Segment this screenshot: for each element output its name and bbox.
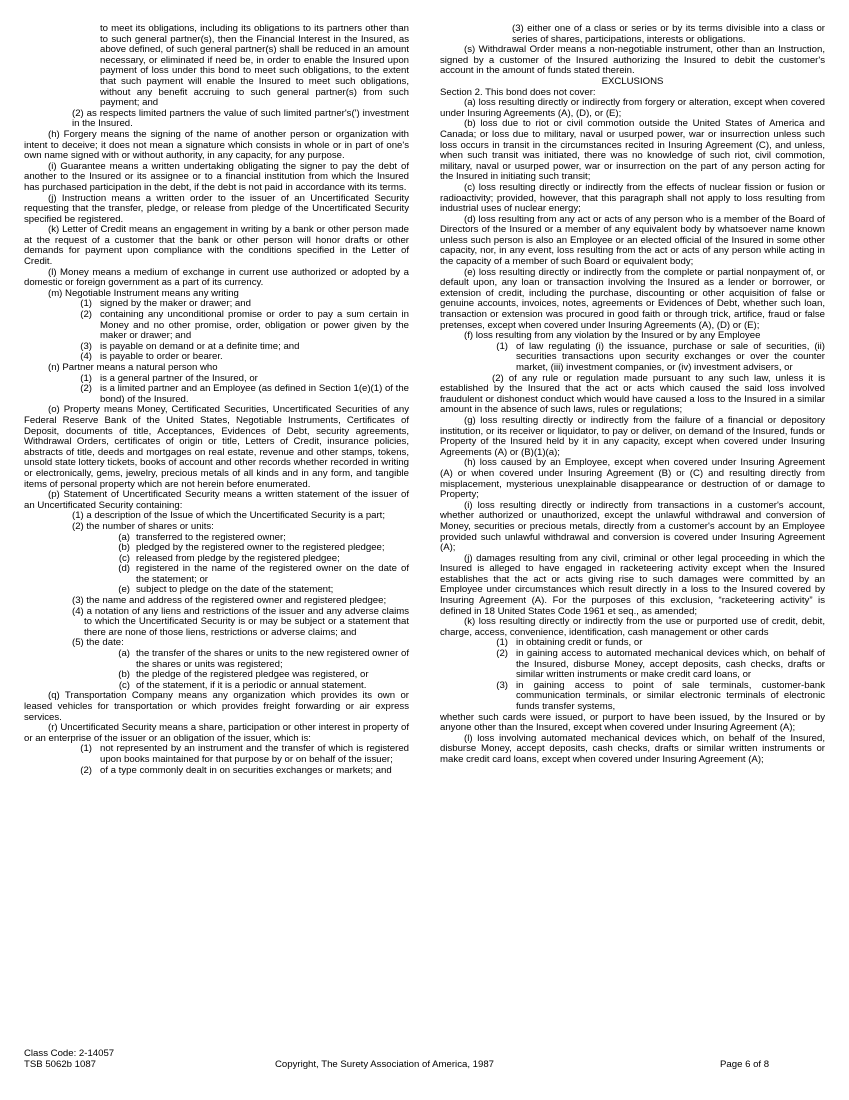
class-code: Class Code: 2-14057 <box>24 1048 115 1059</box>
list-item <box>24 352 409 363</box>
list-item-number: (1) <box>80 743 92 755</box>
uncertificated-item-3: (3) either one of a class or series or by its terms divisible into a class or series of shares, participations, interests or obligations. <box>512 23 825 45</box>
exclusion-k: (k) loss resulting directly or indirectly from the use or purported use of credit, debit, charge, access, convenience, identification, cash management or other cards <box>440 616 825 638</box>
tsb-number: TSB 5062b 1087 <box>24 1059 97 1070</box>
partner-list <box>24 374 409 406</box>
definition-h-forgery: (h) Forgery means the signing of the name of another person or organization with intent to deceive; it does not mean a signature which consists in whole or in part of one's own name signed with or without authority, in any capacity, for any purpose. <box>24 128 409 162</box>
list-item-number: (3) <box>80 340 92 352</box>
list-item <box>24 649 409 670</box>
list-item-number: (2) <box>80 383 92 395</box>
definition-i-guarantee: (i) Guarantee means a written undertaking obligating the signer to pay the debt of another to the Insured or its assignee or to a financial institution from which the Insured has purchased participation in the debt, if the debt is not paid in accordance with its terms. <box>24 160 409 193</box>
statement-shares-list <box>24 533 409 597</box>
list-item-text: of the statement, if it is a periodic or annual statement. <box>136 679 367 691</box>
list-item-number: (3) <box>496 679 508 691</box>
list-item-text: the pledge of the registered pledgee was registered, or <box>136 669 369 681</box>
list-item-number: (b) <box>118 542 130 554</box>
exclusion-d: (d) loss resulting from any act or acts of any person who is a member of the Board of Directors of the Insured or a member of any equivalent body by whatsoever name known unless such person is also an Employee or an elected official of the Insured in some other capacity, nor, in any event, loss resulting from the act or acts of any person while acting in the capacity of a member of such Board or equivalent body; <box>440 213 825 268</box>
exclusion-i: (i) loss resulting directly or indirectly from transactions in a customer's account, whether authorized or unauthorized, except the unlawful withdrawal and conversion of Money, securities or precious metals, directly from a customer's account by an Employee provided such unlawful withdrawal and conversion is covered under Insuring Agreement (A); <box>440 499 825 554</box>
list-item <box>24 681 409 692</box>
statement-item-1: (1) a description of the Issue of which the Uncertificated Security is a part; <box>72 510 386 522</box>
exclusion-c: (c) loss resulting directly or indirectly from the effects of nuclear fission or fusion or radioactivity; provided, however, that this paragraph shall not apply to loss resulting from industrial uses of nuclear energy; <box>440 181 825 215</box>
list-item-text: is payable to order or bearer. <box>100 351 223 363</box>
statement-item-5: (5) the date: <box>72 637 124 649</box>
list-item-number: (2) <box>80 764 92 776</box>
negotiable-instrument-list <box>24 299 409 363</box>
list-item-number: (1) <box>80 298 92 310</box>
exclusion-g: (g) loss resulting directly or indirectly from the failure of a financial or depository institution, or its receiver or liquidator, to pay or deliver, on demand of the Insured, funds or Property of the Insured held by it in any capacity, except when covered under Insuring Agreements (A) or (B)(1)(a); <box>440 414 825 458</box>
list-item-text: registered in the name of the registered owner on the date of the statement; or <box>136 563 409 585</box>
exclusion-f-list <box>440 342 825 374</box>
statement-date-list <box>24 649 409 691</box>
right-column <box>440 24 825 766</box>
list-item-number: (b) <box>118 669 130 681</box>
list-item-text: in obtaining credit or funds, or <box>516 637 643 649</box>
footer-copyright: Copyright, The Surety Association of America, 1987 <box>275 1059 494 1070</box>
list-item <box>24 310 409 342</box>
definition-s-withdrawal-order: (s) Withdrawal Order means a non-negotiable instrument, other than an Instruction, signed by a customer of the Insured authorizing the Insured to debit the customer's account in the amount of funds stated therein. <box>440 44 825 77</box>
footer-class-code <box>24 1048 114 1070</box>
list-item-text: of law regulating (i) the issuance, purchase or sale of securities, (ii) securities transactions upon security exchanges or over the counter market, (iii) investment companies, or (iv) investment advisers, or <box>516 340 825 373</box>
left-column <box>24 24 409 776</box>
list-item-number: (e) <box>118 584 130 596</box>
list-item-number: (d) <box>118 563 130 575</box>
list-item-text: released from pledge by the registered pledgee; <box>136 552 340 564</box>
list-item-text: of a type commonly dealt in on securities exchanges or markets; and <box>100 764 392 776</box>
statement-item-4: (4) a notation of any liens and restrictions of the issuer and any adverse claims to which the Uncertificated Security is or may be subject or a statement that there are none of those liens, restrictions or adverse claims; and <box>72 605 409 638</box>
list-item-text: subject to pledge on the date of the statement; <box>136 584 334 596</box>
exclusion-l: (l) loss involving automated mechanical devices which, on behalf of the Insured, disburse Money, accept deposits, cash checks, drafts or similar written instruments or make credit card loans, except when covered under Insuring Agreement (A); <box>440 732 825 765</box>
exclusion-j: (j) damages resulting from any civil, criminal or other legal proceeding in which the Insured is alleged to have engaged in racketeering activity except when the Insured establishes that the act or acts giving rise to such damages were committed by an Employee under circumstances which result directly in a loss to the Insured covered by Insuring Agreement (A). For the purposes of this exclusion, “racketeering activity” is defined in 18 United States Code 1961 et seq., as amended; <box>440 552 825 617</box>
section-2-intro: Section 2. This bond does not cover: <box>440 86 596 98</box>
list-item <box>440 342 825 374</box>
list-item-number: (c) <box>118 679 130 691</box>
list-item-number: (2) <box>496 648 508 660</box>
list-item <box>24 744 409 765</box>
list-item-number: (1) <box>496 637 508 649</box>
list-item-text: in gaining access to automated mechanical devices which, on behalf of the Insured, disburse Money, accept deposits, cash checks, drafts or similar written instruments or make credit card loans, or <box>516 648 825 681</box>
list-item-text: in gaining access to point of sale terminals, customer-bank communication terminals, or similar electronic terminals of electronic funds transfer systems, <box>516 679 825 712</box>
footer-page-number: Page 6 of 8 <box>720 1059 770 1070</box>
exclusion-f-2: (2) of any rule or regulation made pursuant to any such law, unless it is established by the Insured that the act or acts which caused the said loss involved fraudulent or dishonest conduct which would have caused a loss to the Insured in a similar amount in the absence of such laws, rules or regulations; <box>440 372 825 416</box>
list-item-number: (4) <box>80 351 92 363</box>
definition-k-letter-of-credit: (k) Letter of Credit means an engagement in writing by a bank or other person made at the request of a customer that the bank or other person will honor drafts or other demands for payment upon compliance with the conditions specified in the Letter of Credit. <box>24 224 409 268</box>
list-item <box>440 649 825 681</box>
exclusion-h: (h) loss caused by an Employee, except when covered under Insuring Agreement (A) or when covered under Insuring Agreement (B) or (C) and resulting directly from misplacement, mysterious unexplainable disappearance or destruction of or damage to Property; <box>440 457 825 501</box>
list-item-text: signed by the maker or drawer; and <box>100 298 251 310</box>
list-item-text: is payable on demand or at a definite time; and <box>100 340 300 352</box>
list-item-text: not represented by an instrument and the transfer of which is registered upon books maintained for that purpose by or on behalf of the issuer; <box>100 743 409 765</box>
list-item <box>24 585 409 596</box>
definition-q-transportation: (q) Transportation Company means any organization which provides its own or leased vehicles for transportation or which provides freight forwarding or air express services. <box>24 690 409 723</box>
uncertificated-list <box>24 744 409 776</box>
definition-r-uncertificated: (r) Uncertificated Security means a share, participation or other interest in property of or an enterprise of the issuer or an obligation of the issuer, which is: <box>24 722 409 744</box>
list-item-number: (2) <box>80 309 92 321</box>
list-item-text: transferred to the registered owner; <box>136 531 286 543</box>
exclusions-heading: EXCLUSIONS <box>601 75 664 87</box>
definition-m-negotiable-instrument: (m) Negotiable Instrument means any writing <box>48 287 239 299</box>
list-item <box>24 564 409 585</box>
list-item-number: (1) <box>496 340 508 352</box>
list-item <box>440 681 825 713</box>
definition-n-partner: (n) Partner means a natural person who <box>48 362 218 373</box>
list-item-text: is a limited partner and an Employee (as defined in Section 1(e)(1) of the bond) of the Insured. <box>100 383 409 405</box>
list-item-text: the transfer of the shares or units to the new registered owner of the shares or units was registered; <box>136 648 409 670</box>
list-item-text: pledged by the registered owner to the registered pledgee; <box>136 542 385 554</box>
list-item-number: (c) <box>118 552 130 564</box>
definition-l-money: (l) Money means a medium of exchange in current use authorized or adopted by a domestic or foreign government as a part of its currency. <box>24 266 409 289</box>
definition-j-instruction: (j) Instruction means a written order to the issuer of an Uncertificated Security requesting that the transfer, pledge, or release from pledge of the Uncertificated Security specified be registered. <box>24 192 409 225</box>
statement-item-2: (2) the number of shares or units: <box>72 520 214 532</box>
list-item-text: containing any unconditional promise or order to pay a sum certain in Money and no other promise, order, obligation or power given by the maker or drawer; and <box>100 309 409 342</box>
list-item-number: (a) <box>118 648 130 660</box>
list-item-number: (1) <box>80 372 92 384</box>
list-item-number: (a) <box>118 531 130 543</box>
list-item <box>24 766 409 777</box>
exclusion-k-tail: whether such cards were issued, or purport to have been issued, by the Insured or by anyone other than the Insured, except when covered under Insuring Agreement (A); <box>440 711 825 734</box>
exclusion-a: (a) loss resulting directly or indirectly from forgery or alteration, except when covered under Insuring Agreements (A), (D), or (E); <box>440 97 825 119</box>
list-item-text: is a general partner of the Insured, or <box>100 372 258 384</box>
exclusion-e: (e) loss resulting directly or indirectly from the complete or partial nonpayment of, or default upon, any loan or transaction involving the Insured as a lender or borrower, or extension of credit, including the purchase, discounting or other acquisition of false or genuine accounts, invoices, notes, agreements or Evidences of Debt, whether such loan, transaction or extension was procured in good faith or through trick, artifice, fraud or false pretenses, except when covered under Insuring Agreements (A), (D) or (E); <box>440 266 825 331</box>
definition-o-property: (o) Property means Money, Certificated Securities, Uncertificated Securities of any Federal Reserve Bank of the United States, Negotiable Instruments, Certificates of Deposit, documents of title, Acceptances, Evidences of Debt, security agreements, Withdrawal Orders, certificates of origin or title, Letters of Credit, insurance policies, abstracts of title, deeds and mortgages on real estate, revenue and other stamps, tokens, unsold state lottery tickets, books of account and other records whether recorded in writing or electronically, gems, jewelry, precious metals of all kinds and in any form, and tangible items of personal property which are not herein before enumerated. <box>24 404 409 490</box>
paragraph-g1-continued: to meet its obligations, including its obligations to its partners other than to such general partner(s), then the Financial Interest in the Insured, as above defined, of such general partner(s) shall be reduced in an amount necessary, or eliminated if need be, in order to enable the Insured upon payment of loss under this bond to meet such obligations, to the extent that such payment will enable the Insured to meet such obligations, without any benefit accruing to such general partner(s) from such payment; and <box>100 23 409 109</box>
exclusion-b: (b) loss due to riot or civil commotion outside the United States of America and Canada; or loss due to military, naval or usurped power, war or insurrection unless such loss occurs in transit in the circumstances recited in Insuring Agreement (C), and unless, when such transit was initiated, there was no knowledge of such riot, civil commotion, military, naval or usurped power, war or insurrection on the part of any person acting for the Insured in initiating such transit; <box>440 118 825 183</box>
statement-item-3: (3) the name and address of the registered owner and registered pledgee; <box>72 595 387 607</box>
exclusion-f: (f) loss resulting from any violation by the Insured or by any Employee <box>464 330 761 342</box>
definition-p-statement: (p) Statement of Uncertificated Security means a written statement of the issuer of an Uncertificated Security containing: <box>24 489 409 511</box>
exclusion-k-list <box>440 638 825 712</box>
paragraph-g2: (2) as respects limited partners the value of such limited partner's(') investment in the Insured. <box>72 107 409 130</box>
list-item <box>24 384 409 405</box>
